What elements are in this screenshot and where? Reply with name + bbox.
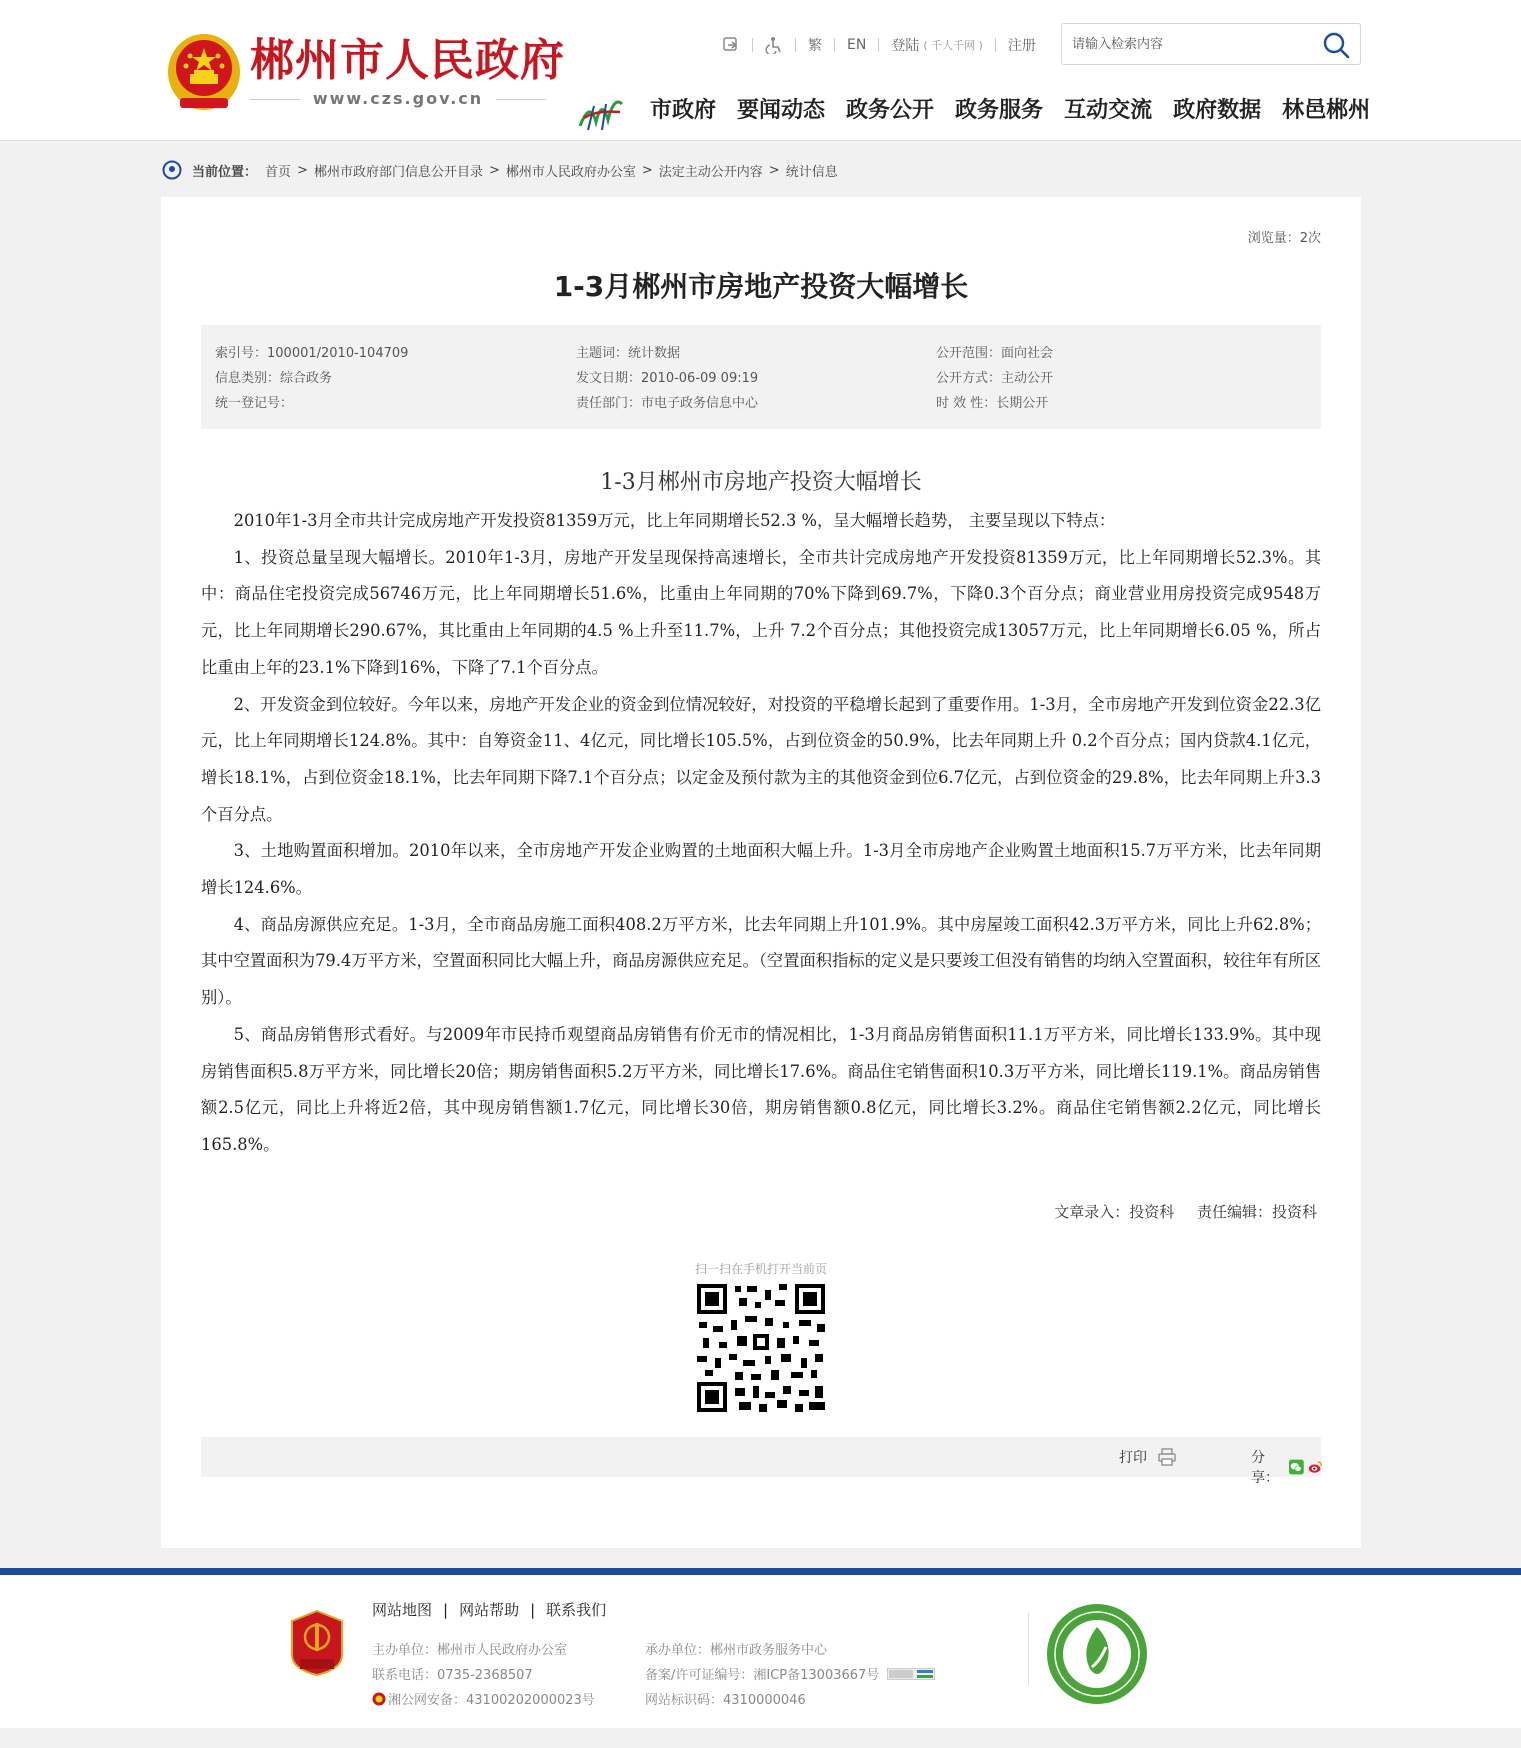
- meta-validity: 时 效 性：长期公开: [936, 396, 1049, 411]
- breadcrumb-separator: >: [641, 162, 653, 178]
- location-pin-icon: [162, 160, 182, 180]
- view-count: 浏览量：2次: [1247, 231, 1321, 246]
- meta-topic: 主题词：统计数据: [576, 346, 681, 361]
- breadcrumb-statistics[interactable]: 统计信息: [785, 164, 838, 180]
- breadcrumb-separator: >: [297, 162, 308, 178]
- separator: [795, 38, 796, 52]
- footer-police[interactable]: 湘公网安备：43100202000023号: [388, 1693, 595, 1708]
- footer-divider: [1028, 1613, 1029, 1685]
- separator: [752, 38, 753, 52]
- article-paragraph: 2010年1-3月全市共计完成房地产开发投资81359万元，比上年同期增长52.3 %，呈大幅增长趋势， 主要呈现以下特点：: [233, 511, 1116, 530]
- search-input[interactable]: [1072, 34, 1312, 54]
- footer-icp-row: [645, 1664, 935, 1683]
- breadcrumb: [162, 158, 838, 182]
- nav-item-news[interactable]: 要闻动态: [737, 98, 826, 123]
- breadcrumb-catalog[interactable]: 郴州市政府部门信息公开目录: [313, 164, 483, 180]
- article-container: [161, 197, 1361, 1548]
- article-metadata: [201, 325, 1321, 429]
- nav-item-government-affairs[interactable]: 政务公开: [846, 98, 935, 123]
- qr-caption: 扫一扫在手机打开当前页: [694, 1262, 827, 1276]
- site-footer: [0, 1575, 1521, 1728]
- breadcrumb-label: 当前位置：: [192, 164, 258, 180]
- article-credits: [1054, 1201, 1317, 1222]
- footer-icp[interactable]: 备案/许可证编号：湘ICP备13003667号: [645, 1668, 880, 1683]
- share-bar: [201, 1437, 1321, 1486]
- article-paragraph: 2、开发资金到位较好。今年以来，房地产开发企业的资金到位情况较好，对投资的平稳增长起到了重要作用。1-3月，全市房地产开发到位资金22.3亿元，比上年同期增长124.8%。其中：自筹资金11、4亿元，同比增长105.5%，占到位资金的50.9%，比去年同期上升 0.2个百分点；国内贷款4.1亿元，增长18.1%，占到位资金18.1%，比去年同期下降7.1个百分点；以定金及预付款为主的其他资金到位6.7亿元，占到位资金的29.8%，比去年同期上升3.3个百分点。: [201, 694, 1321, 824]
- breadcrumb-mandatory[interactable]: 法定主动公开内容: [658, 164, 763, 180]
- english-link[interactable]: EN: [847, 37, 867, 53]
- city-logo-icon: [576, 92, 626, 132]
- party-organ-badge-icon[interactable]: [290, 1609, 344, 1677]
- printer-icon: [1157, 1448, 1177, 1466]
- main-nav: [650, 96, 1370, 126]
- barrier-free-icon[interactable]: [722, 36, 740, 54]
- site-url-text: www.czs.gov.cn: [312, 89, 484, 108]
- article-paragraph: 3、土地购置面积增加。2010年以来，全市房地产开发企业购置的土地面积大幅上升。1-3月全市房地产企业购置土地面积15.7万平方米，比去年同期增长124.6%。: [201, 841, 1321, 898]
- article-paragraph: 4、商品房源供应充足。1-3月，全市商品房施工面积408.2万平方米，比去年同期上升101.9%。其中房屋竣工面积42.3万平方米，同比上升62.8%；其中空置面积为79.4万平方米，空置面积同比大幅上升，商品房源供应充足。（空置面积指标的定义是只要竣工但没有销售的均纳入空置面积，较往年有所区别）。: [201, 914, 1321, 1008]
- search-box: [1061, 23, 1361, 65]
- separator: |: [530, 1601, 536, 1619]
- login-link[interactable]: 登陆: [891, 38, 920, 54]
- article-body-title: 1-3月郴州市房地产投资大幅增长: [600, 470, 922, 495]
- register-link[interactable]: 注册: [1007, 38, 1036, 54]
- breadcrumb-office[interactable]: 郴州市人民政府办公室: [505, 164, 636, 180]
- separator: [878, 38, 879, 52]
- record-badge-icon: [887, 1668, 935, 1680]
- footer-links: [372, 1599, 606, 1620]
- nav-item-interaction[interactable]: 互动交流: [1064, 98, 1153, 123]
- footer-police-row: [372, 1689, 595, 1708]
- editor-credit: 责任编辑：投资科: [1196, 1203, 1317, 1221]
- nav-item-government-data[interactable]: 政府数据: [1173, 98, 1262, 123]
- nav-item-city-government[interactable]: 市政府: [650, 98, 717, 123]
- nav-item-government-services[interactable]: 政务服务: [955, 98, 1044, 123]
- footer-sponsor: 主办单位：郴州市人民政府办公室: [372, 1643, 568, 1658]
- breadcrumb-separator: >: [768, 162, 780, 178]
- meta-method: 公开方式：主动公开: [936, 371, 1054, 386]
- separator: |: [443, 1601, 449, 1619]
- breadcrumb-separator: >: [488, 162, 500, 178]
- meta-category: 信息类别：综合政务: [215, 371, 333, 386]
- separator: [834, 38, 835, 52]
- search-icon[interactable]: [1322, 31, 1350, 59]
- meta-index-no: 索引号：100001/2010-104709: [215, 346, 409, 361]
- nav-item-linyi-chenzhou[interactable]: 林邑郴州: [1282, 98, 1371, 123]
- meta-reg-no: 统一登记号：: [215, 396, 294, 411]
- site-name[interactable]: 郴州市人民政府: [250, 35, 565, 86]
- footer-operator: 承办单位：郴州市政务服务中心: [645, 1643, 828, 1658]
- share-area: [1251, 1447, 1323, 1487]
- qr-code-icon: [695, 1282, 827, 1414]
- article-body: [201, 503, 1321, 1164]
- wechat-icon[interactable]: [1289, 1458, 1304, 1476]
- footer-link-sitemap[interactable]: 网站地图: [372, 1601, 433, 1619]
- entry-credit: 文章录入：投资科: [1054, 1203, 1175, 1221]
- footer-link-help[interactable]: 网站帮助: [459, 1601, 520, 1619]
- footer-site-id: 网站标识码：4310000046: [645, 1693, 806, 1708]
- traditional-chinese-link[interactable]: 繁: [808, 38, 822, 54]
- police-emblem-icon: [372, 1692, 386, 1706]
- print-label: 打印: [1119, 1450, 1147, 1466]
- meta-date: 发文日期：2010-06-09 09:19: [576, 371, 759, 386]
- footer-link-contact[interactable]: 联系我们: [546, 1601, 607, 1619]
- article-paragraph: 5、商品房销售形式看好。与2009年市民持币观望商品房销售有价无市的情况相比，1-3月商品房销售面积11.1万平方米，同比增长133.9%。其中现房销售面积5.8万平方米，同比增长20倍；期房销售面积5.2万平方米，同比增长17.6%。商品住宅销售面积10.3万平方米，同比增长119.1%。商品房销售额2.5亿元，同比上升将近2倍，其中现房销售额1.7亿元，同比增长30倍，期房销售额0.8亿元，同比增长3.2%。商品住宅销售额2.2亿元，同比增长165.8%。: [201, 1024, 1321, 1154]
- article-paragraph: 1、投资总量呈现大幅增长。2010年1-3月，房地产开发呈现保持高速增长，全市共计完成房地产开发投资81359万元，比上年同期增长52.3%。其中：商品住宅投资完成56746万元，比上年同期增长51.6%，比重由上年同期的70%下降到69.7%，下降0.3个百分点；商业营业用房投资完成9548万元，比上年同期增长290.67%，其比重由上年同期的4.5 %上升至11.7%，上升 7.2个百分点；其他投资完成13057万元，比上年同期增长6.05 %，所占比重由上年的23.1%下降到16%，下降了7.1个百分点。: [201, 547, 1321, 677]
- print-button[interactable]: [1119, 1447, 1177, 1467]
- meta-scope: 公开范围：面向社会: [936, 346, 1054, 361]
- site-header: [0, 0, 1521, 141]
- meta-dept: 责任部门：市电子政务信息中心: [576, 396, 759, 411]
- civilized-website-badge-icon[interactable]: [1046, 1603, 1148, 1705]
- footer-phone: 联系电话：0735-2368507: [372, 1668, 533, 1683]
- login-note: ( 千人千网 ): [923, 39, 983, 52]
- breadcrumb-home[interactable]: 首页: [265, 164, 292, 180]
- page-title: 1-3月郴州市房地产投资大幅增长: [553, 270, 969, 303]
- site-url: [250, 88, 546, 110]
- accessibility-icon[interactable]: [765, 36, 783, 54]
- footer-top-bar: [0, 1568, 1521, 1575]
- national-emblem-icon: [166, 28, 242, 112]
- share-label: 分享：: [1251, 1450, 1279, 1486]
- weibo-icon[interactable]: [1308, 1458, 1323, 1476]
- top-links: [722, 34, 1036, 56]
- separator: [995, 38, 996, 52]
